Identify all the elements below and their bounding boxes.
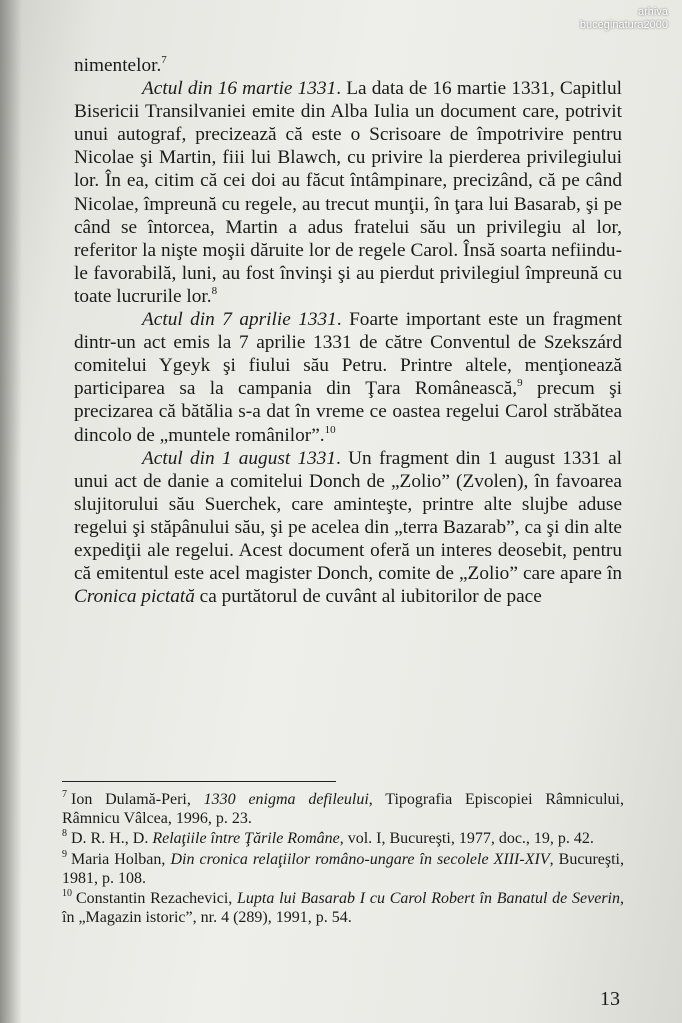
watermark-line-2: buceginatura2000 — [579, 19, 668, 31]
footnote-ref-9: 9 — [517, 377, 523, 390]
italic-term: Cronica pictată — [74, 586, 195, 608]
footnote-separator — [62, 781, 336, 782]
footnote-ref-7: 7 — [161, 54, 167, 66]
footnotes — [62, 790, 624, 928]
page-gutter-shadow — [0, 0, 22, 1023]
footnote: $^8$ D. R. H., D. Relaţiile între Ţările Române, vol. I, Bucureşti, 1977, doc., 19, p. 42. — [62, 828, 594, 848]
watermark-line-1: arhiva — [638, 6, 668, 18]
footnote: $^9$ Maria Holban, Din cronica relaţiilor româno-ungare în secolele XIII-XIV, Bucureşti, 1981, p. 108. — [62, 848, 624, 887]
paragraph-continuation: nimentelor.$^7$ — [74, 54, 167, 76]
watermark — [518, 6, 668, 32]
footnote-ref-10: 10 — [324, 423, 336, 436]
paragraph-title: Actul din 16 martie 1331 — [142, 78, 337, 100]
footnote-ref-8: 8 — [211, 284, 218, 297]
footnote: $^{10}$ Constantin Rezachevici, Lupta lui Basarab I cu Carol Robert în Banatul de Severin, în „Magazin istoric”, nr. 4 (289), 1991, p. 54. — [62, 888, 624, 927]
footnote: $^7$ Ion Dulamă-Peri, 1330 enigma defileului, Tipografia Episcopiei Râmnicului, Râmnicu Vâlcea, 1996, p. 23. — [62, 789, 624, 828]
paragraph-1-august: Actul din 1 august 1331. Un fragment din 1 august 1331 al unui act de danie a comitelui Donch de „Zolio” (Zvolen), în favoarea slujitorului său Suerchek, care aminteşte, printre alte slujbe aduse regelui şi stăpânului său, şi pe acelea din „terra Bazarab”, ca şi din alte expediţii ale regelui. Acest document oferă un interes deosebit, pentru că emitentul este acel magister Donch, comite de „Zolio” care apare în Cronica pictată ca purtătorul de cuvânt al iubitorilor de pace — [74, 447, 622, 608]
paragraph-16-martie: Actul din 16 martie 1331. La data de 16 martie 1331, Capitlul Bisericii Transilvaniei emite din Alba Iulia un document care, potrivit unui autograf, precizează că este o Scrisoare de împotrivire pentru Nicolae şi Martin, fiii lui Blawch, cu privire la pierderea privilegiului lor. În ea, citim că cei doi au făcut întâmpinare, precizând, că pe când Nicolae, împreună cu regele, au trecut munţii, în ţara lui Basarab, şi pe când se întorcea, Martin a adus fratelui său un privilegiu al lor, referitor la nişte moşii dăruite lor de regele Carol. Însă soarta nefiindu-le favorabilă, luni, au fost învinşi şi au pierdut privilegiul împreună cu toate lucrurile lor.$^8$ — [74, 78, 622, 307]
paragraph-title: Actul din 7 aprilie 1331 — [142, 309, 337, 331]
paragraph-7-aprilie: Actul din 7 aprilie 1331. Foarte important este un fragment dintr-un act emis la 7 aprilie 1331 de către Conventul de Szekszárd comitelui Ygeyk şi fiului său Petru. Printre altele, menţionează participarea sa la campania din Ţara Românească,$^9$ precum şi precizarea că bătălia s-a dat în vreme ce oastea regelui Carol străbătea dincolo de „muntele românilor”.$^{10}$ — [74, 309, 622, 446]
page-number: 13 — [600, 988, 620, 1010]
body-text — [74, 54, 622, 608]
paragraph-title: Actul din 1 august 1331 — [142, 447, 337, 469]
